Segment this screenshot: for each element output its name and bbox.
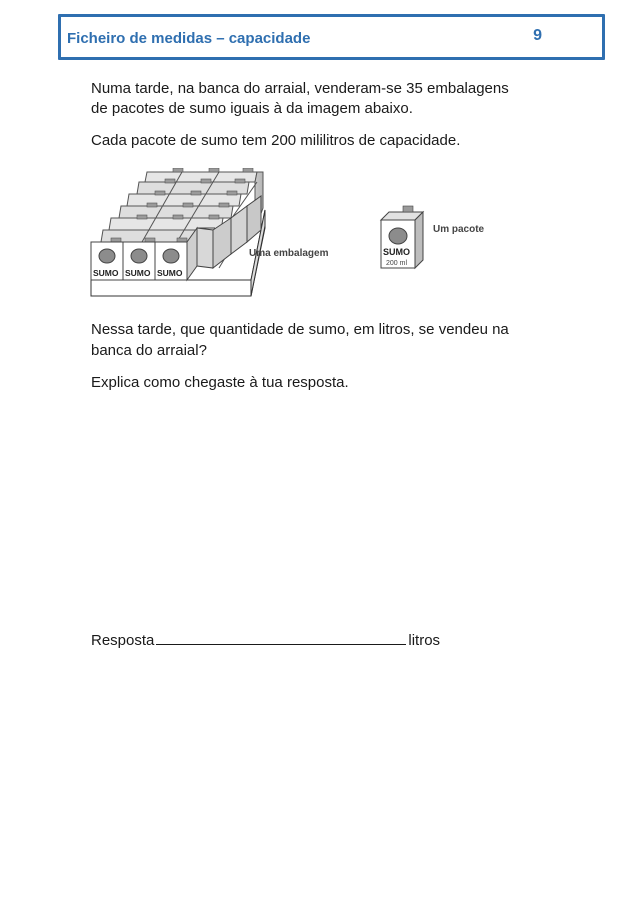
single-label: Um pacote — [433, 224, 485, 235]
single-carton — [381, 206, 423, 268]
pack-label: Uma embalagem — [249, 248, 329, 259]
answer-blank[interactable] — [156, 631, 406, 645]
answer-label: Resposta — [91, 632, 155, 649]
single-carton-label: SUMO — [383, 247, 410, 257]
worksheet-header — [58, 14, 605, 60]
juice-pack-illustration — [85, 168, 505, 303]
carton-label-3: SUMO — [157, 268, 183, 278]
carton-label-2: SUMO — [125, 268, 151, 278]
capacity-statement: Cada pacote de sumo tem 200 mililitros de capacidade. — [91, 132, 461, 149]
explain-instruction: Explica como chegaste à tua resposta. — [91, 374, 349, 391]
page-number: 9 — [533, 27, 542, 44]
problem-line-2: de pacotes de sumo iguais à da imagem abaixo. — [91, 100, 413, 117]
juice-pack-figure — [85, 168, 505, 303]
worksheet-title: Ficheiro de medidas – capacidade — [67, 30, 311, 47]
problem-line-1: Numa tarde, na banca do arraial, venderam-se 35 embalagens — [91, 80, 509, 97]
answer-unit: litros — [408, 632, 441, 649]
question-line-1: Nessa tarde, que quantidade de sumo, em litros, se vendeu na — [91, 321, 509, 338]
carton-label-1: SUMO — [93, 268, 119, 278]
question-line-2: banca do arraial? — [91, 342, 207, 359]
single-carton-volume: 200 ml — [386, 260, 408, 267]
answer-row — [91, 631, 440, 651]
